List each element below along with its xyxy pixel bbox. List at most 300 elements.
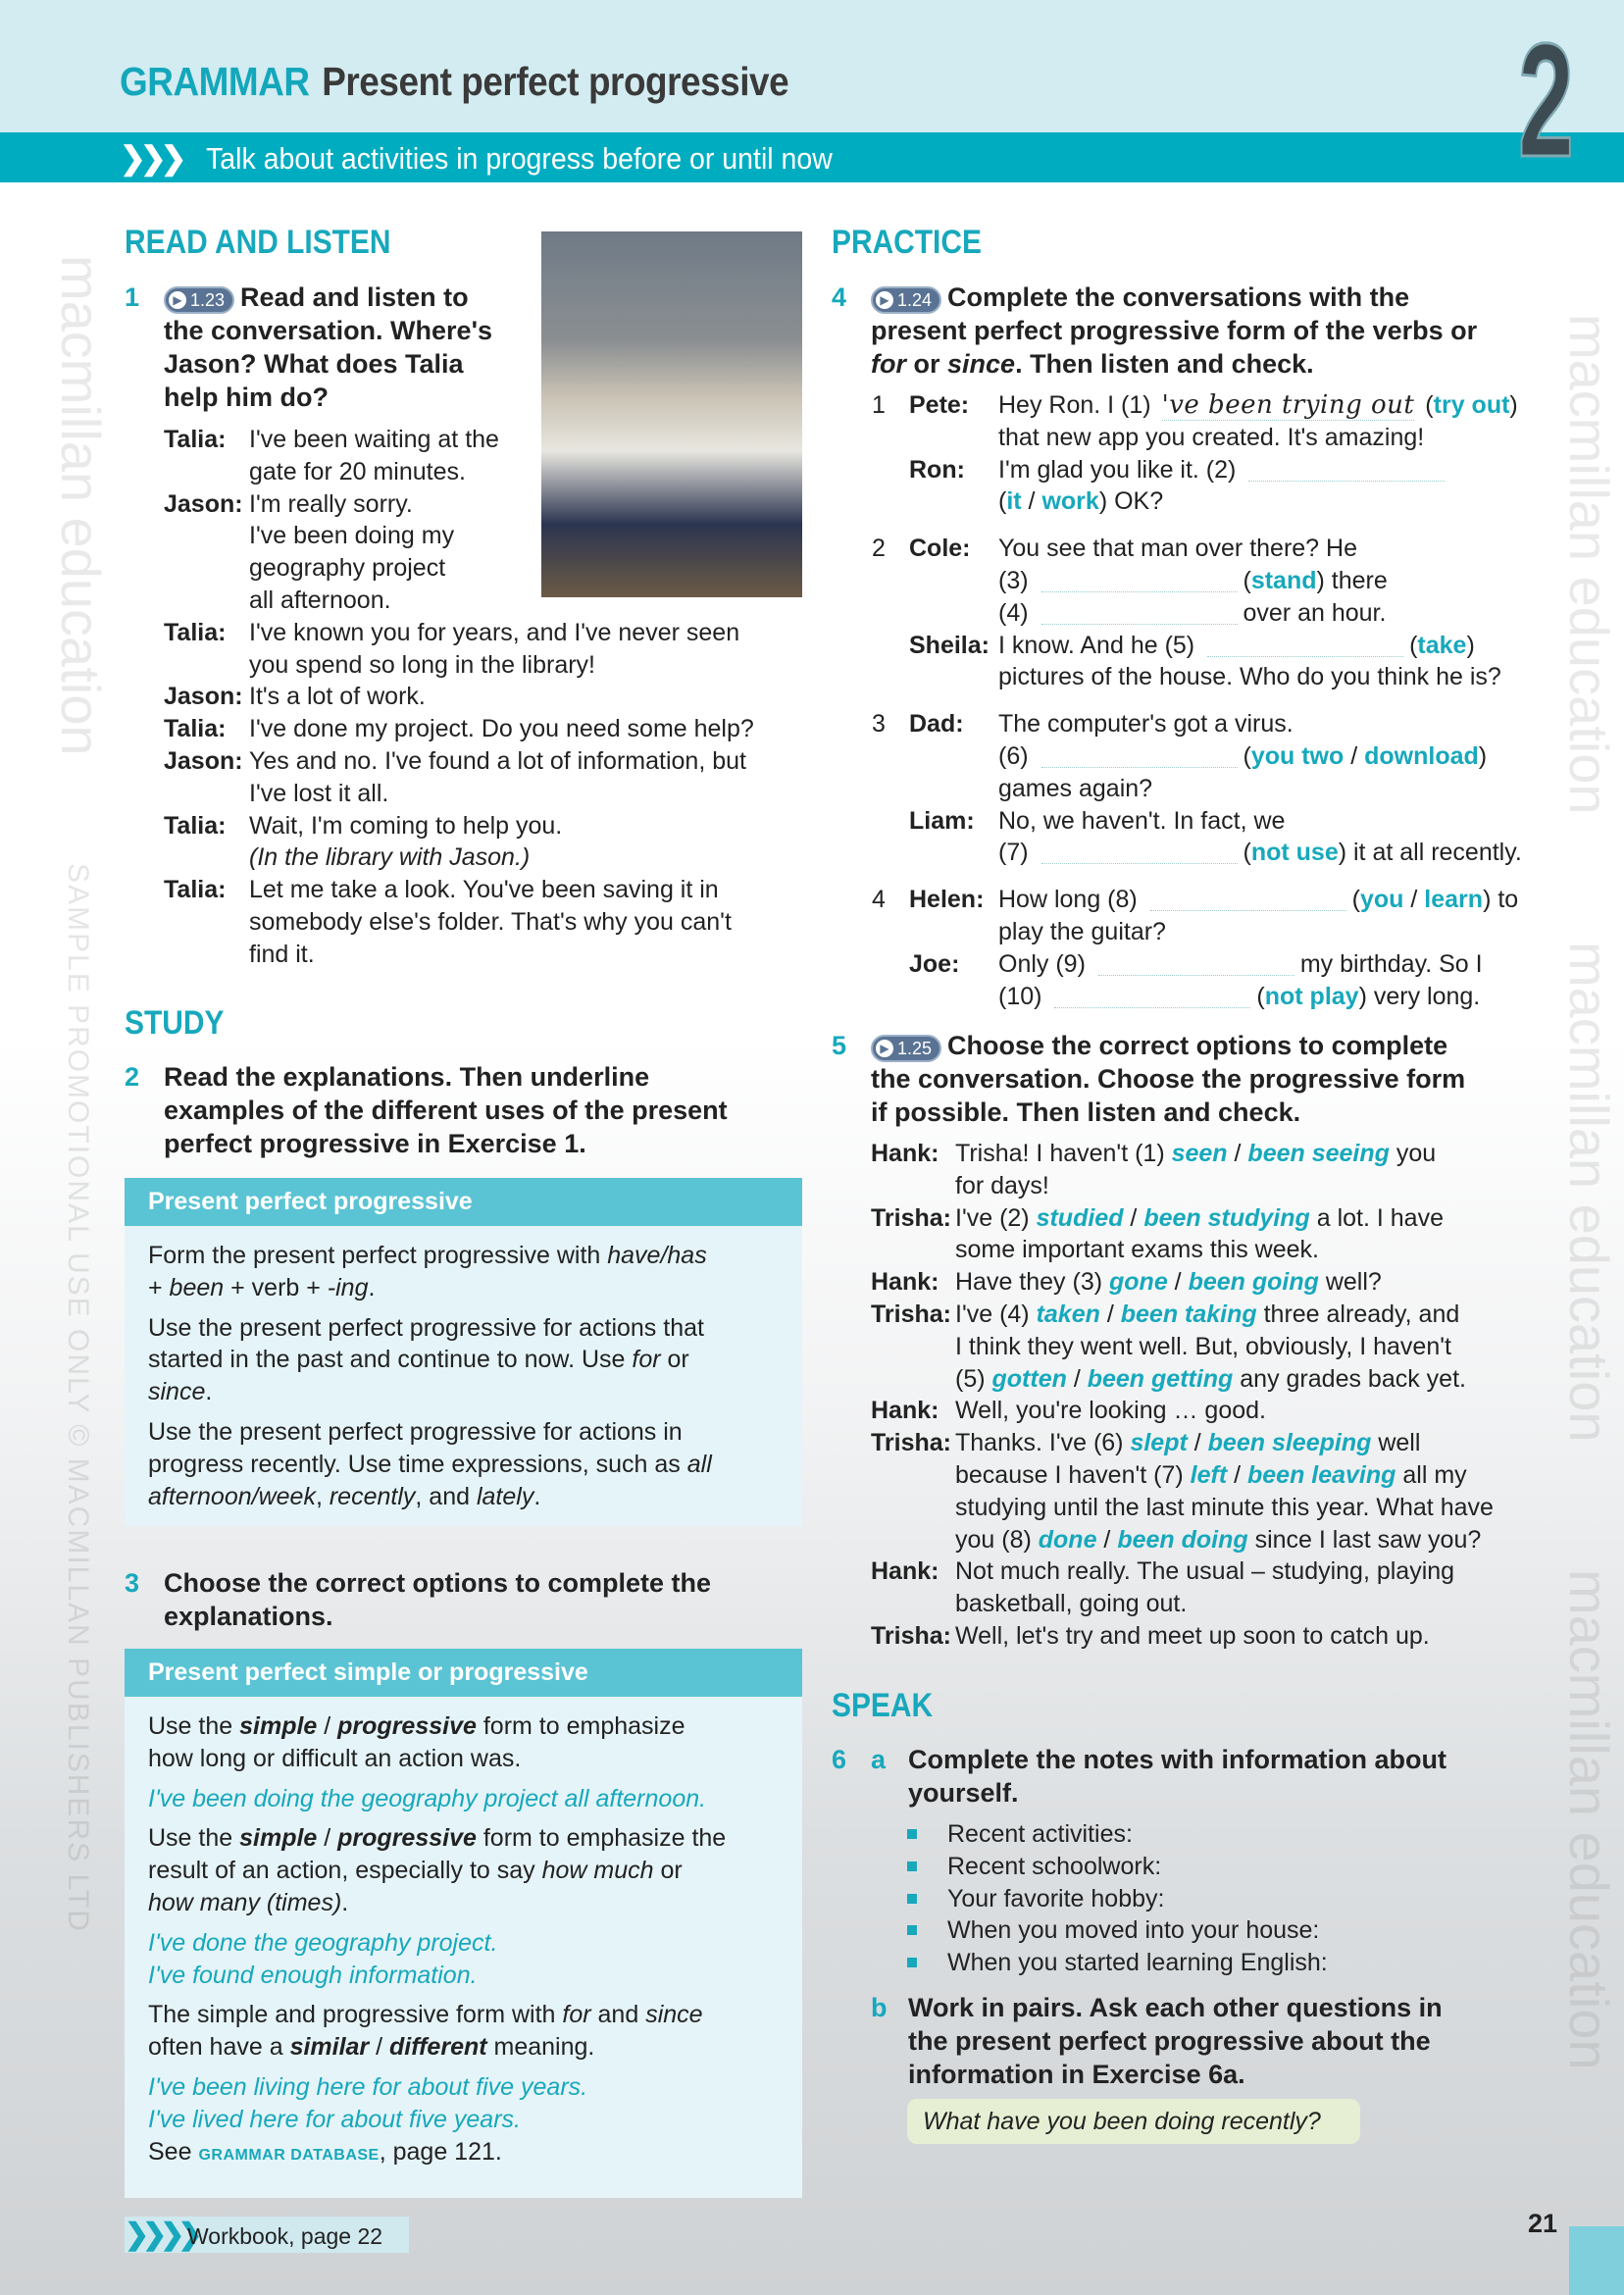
text: I've found enough information.	[148, 1961, 478, 1989]
text: a lot. I have	[1309, 1203, 1444, 1232]
text: present perfect progressive form of the verbs or	[871, 316, 1478, 345]
text-line	[249, 842, 562, 874]
text: play the guitar?	[998, 917, 1166, 945]
text-line	[871, 314, 1538, 347]
exercise-5-instruction	[832, 1029, 1538, 1129]
speaker-name: Talia:	[164, 811, 227, 840]
text-line	[148, 1927, 779, 1960]
text: for	[632, 1346, 661, 1374]
answer-option[interactable]: taken	[1036, 1300, 1100, 1328]
text: The computer's got a virus.	[998, 710, 1294, 739]
exercise-number: 5	[832, 1031, 847, 1060]
text: Let me take a look. You've been saving it in	[249, 876, 719, 904]
dialogue-turn	[164, 617, 827, 682]
text-line	[998, 981, 1483, 1013]
text: ) OK?	[1098, 487, 1164, 516]
text: Have they (3)	[955, 1268, 1110, 1297]
text-line	[148, 2136, 779, 2172]
text: (10)	[998, 982, 1049, 1010]
text: ) very long.	[1358, 982, 1481, 1010]
exercise-number: 1	[125, 282, 140, 312]
text-line	[955, 1395, 1266, 1427]
text-line	[998, 805, 1522, 838]
answer-blank[interactable]	[1150, 887, 1346, 911]
text: I've been waiting at the	[249, 426, 499, 453]
text: I've done my project. Do you need some help?	[249, 715, 754, 743]
text-line	[148, 2031, 779, 2064]
text: any grades back yet.	[1233, 1364, 1466, 1393]
bullet-icon	[907, 1925, 917, 1935]
text: afternoon/week	[148, 1482, 316, 1510]
text: Hey Ron. I (1)	[998, 391, 1158, 419]
text: I've been living here for about five years.	[148, 2072, 588, 2101]
text-line	[998, 661, 1501, 693]
text: you spend so long in the library!	[249, 650, 595, 679]
bullet-icon	[907, 1894, 917, 1904]
text: or	[660, 1346, 689, 1374]
text: simple	[239, 1712, 318, 1740]
dialogue-turn	[909, 708, 1522, 804]
answer-option[interactable]: been sleeping	[1207, 1429, 1372, 1457]
speaker-name: Trisha:	[871, 1429, 951, 1457]
text-line	[148, 1344, 779, 1376]
answer-blank[interactable]	[1041, 568, 1238, 592]
text: /	[1066, 1364, 1088, 1393]
text-line	[148, 1855, 779, 1887]
answer-option[interactable]: been studying	[1143, 1203, 1310, 1232]
text-line	[871, 280, 1538, 314]
explanation-paragraph	[148, 1240, 779, 1304]
note-label: Recent activities:	[947, 1820, 1133, 1848]
text: the conversation. Choose the progressive form	[871, 1064, 1466, 1094]
verb-prompt: take	[1417, 631, 1467, 659]
answer-option[interactable]: gotten	[991, 1364, 1067, 1393]
text: I've (2)	[955, 1203, 1037, 1232]
section-label: GRAMMAR	[120, 59, 310, 104]
dialogue-turn	[909, 630, 1501, 694]
answer-option[interactable]: studied	[1036, 1203, 1124, 1232]
text: You see that man over there? He	[998, 535, 1357, 563]
text: find it.	[249, 940, 315, 968]
text-line	[955, 1234, 1444, 1266]
text: Work in pairs. Ask each other questions in	[908, 1993, 1443, 2022]
dialogue-turn	[871, 1620, 1557, 1653]
answer-option[interactable]: been taking	[1120, 1300, 1257, 1328]
text-line	[148, 2104, 779, 2136]
text: all	[686, 1450, 712, 1478]
box-header: Present perfect simple or progressive	[125, 1649, 802, 1697]
explanation-paragraph	[148, 2071, 779, 2171]
text-line	[249, 424, 499, 456]
item-number: 1	[872, 391, 886, 419]
text: for	[871, 349, 906, 379]
text: (5)	[955, 1364, 992, 1393]
text: if possible. Then listen and check.	[871, 1097, 1301, 1127]
note-item	[907, 1851, 1515, 1883]
text: meaning.	[486, 2033, 595, 2062]
text: +	[148, 1273, 170, 1301]
text: Not much really. The usual – studying, playing	[955, 1557, 1455, 1586]
answer-option[interactable]: been seeing	[1247, 1140, 1390, 1167]
page-number: 21	[1528, 2209, 1558, 2238]
text: How long (8)	[998, 886, 1144, 914]
text: games again?	[998, 774, 1153, 802]
watermark-brand: macmillan education	[1558, 1569, 1620, 2070]
speaker-name: Dad:	[909, 710, 964, 739]
exercise-1-dialogue	[164, 424, 827, 971]
text-line	[249, 778, 746, 810]
exercise-6a-instruction	[832, 1743, 1538, 1810]
text: (	[998, 487, 1007, 516]
answer-blank[interactable]	[1207, 633, 1403, 657]
play-icon: ▶	[169, 291, 186, 309]
audio-track-number: 1.24	[897, 290, 933, 310]
note-label: When you moved into your house:	[947, 1916, 1320, 1945]
text-line	[164, 1060, 811, 1094]
text: /	[1096, 1525, 1118, 1554]
text-line	[998, 565, 1388, 597]
note-label: Recent schoolwork:	[947, 1852, 1162, 1880]
text-line	[148, 1416, 779, 1449]
answer-blank[interactable]	[1041, 743, 1238, 768]
text: (	[1351, 886, 1360, 914]
text-line	[998, 454, 1450, 486]
explanation-paragraph	[148, 1710, 779, 1775]
text: /	[1187, 1429, 1208, 1457]
text-line	[955, 1363, 1466, 1396]
dialogue-turn	[164, 810, 827, 875]
audio-track-number: 1.25	[897, 1039, 933, 1058]
text: since	[148, 1378, 206, 1406]
text-line	[148, 1710, 779, 1743]
dialogue-turn	[909, 389, 1518, 454]
text: Thanks. I've (6)	[955, 1429, 1131, 1457]
text-line	[908, 1743, 1538, 1776]
text: (3)	[998, 566, 1036, 594]
text: Yes and no. I've found a lot of information, but	[249, 746, 746, 775]
note-item	[907, 1914, 1515, 1947]
grammar-box-present-perfect-progressive	[125, 1178, 802, 1526]
text-line	[164, 1127, 811, 1160]
answer-option[interactable]: been leaving	[1246, 1460, 1396, 1489]
note-item	[907, 1883, 1515, 1915]
note-item	[907, 1947, 1515, 1979]
section-speak: SPEAK	[832, 1687, 934, 1724]
chevrons-icon: ❯❯❯	[120, 140, 181, 176]
text: GRAMMAR DATABASE	[198, 2146, 380, 2164]
speaker-name: Jason:	[164, 746, 243, 775]
text: similar	[289, 2033, 370, 2062]
dialogue-turn	[871, 1299, 1557, 1395]
text: examples of the different uses of the present	[164, 1096, 728, 1125]
dialogue-turn	[164, 681, 827, 713]
answer-option[interactable]: been getting	[1087, 1364, 1234, 1393]
speaker-name: Sheila:	[909, 631, 990, 659]
text: often have a	[148, 2033, 290, 2062]
text: the present perfect progressive about the	[908, 2026, 1431, 2056]
exercise-item	[872, 389, 1558, 518]
speaker-name: Jason:	[164, 489, 243, 518]
text-line	[998, 916, 1518, 948]
dialogue-turn	[909, 805, 1522, 870]
explanation-paragraph	[148, 1312, 779, 1408]
text: my birthday. So I	[1299, 949, 1483, 978]
text-line	[249, 520, 454, 552]
text: you	[1389, 1140, 1437, 1167]
text: three already, and	[1256, 1300, 1460, 1328]
answer-blank[interactable]	[1248, 457, 1445, 482]
text: been	[169, 1273, 225, 1301]
play-icon: ▶	[876, 291, 893, 309]
note-label: Your favorite hobby:	[947, 1884, 1165, 1912]
text: different	[389, 2033, 487, 2062]
text-line	[249, 810, 562, 842]
text-line	[148, 1376, 779, 1408]
text: (4)	[998, 598, 1036, 627]
text: )	[1478, 741, 1488, 770]
text: ) to	[1483, 886, 1519, 914]
text: lately	[476, 1482, 534, 1510]
unit-number: 2	[1518, 10, 1574, 190]
text: some important exams this week.	[955, 1236, 1319, 1264]
answer-option[interactable]: been going	[1188, 1268, 1319, 1297]
text-line	[955, 1588, 1454, 1620]
answer-option[interactable]: done	[1038, 1525, 1097, 1554]
text: or	[653, 1857, 683, 1885]
text-line	[249, 585, 454, 617]
audio-track-button[interactable]	[871, 1035, 941, 1062]
text: Well, you're looking … good.	[955, 1397, 1266, 1425]
text-line	[164, 280, 536, 314]
speaker-name: Jason:	[164, 683, 243, 711]
note-item	[907, 1818, 1515, 1851]
speaker-name: Cole:	[909, 535, 971, 563]
text: Use the	[148, 1824, 240, 1853]
text: all my	[1396, 1460, 1467, 1489]
answer-option[interactable]: left	[1190, 1460, 1228, 1489]
workbook-label: Workbook, page 22	[187, 2223, 383, 2249]
chevrons-icon: ❯❯❯❯	[125, 2218, 196, 2251]
text-line	[955, 1202, 1444, 1235]
text: progress recently. Use time expressions, such as	[148, 1450, 687, 1478]
answer-option[interactable]: gone	[1109, 1268, 1168, 1297]
text-line	[998, 773, 1487, 805]
text: /	[317, 1824, 338, 1853]
dialogue-turn	[909, 948, 1518, 1013]
exercise-letter: a	[871, 1745, 887, 1774]
text: Use the	[148, 1712, 240, 1740]
text: See	[148, 2137, 199, 2166]
text-line	[249, 488, 454, 521]
text-line	[998, 740, 1487, 773]
text: for	[562, 2001, 591, 2029]
dialogue-turn	[164, 488, 536, 617]
text-line	[148, 1822, 779, 1855]
explanation-paragraph	[148, 1822, 779, 1918]
text-line	[955, 1331, 1466, 1363]
text: form to emphasize the	[476, 1824, 727, 1853]
text: over an hour.	[1243, 598, 1387, 627]
explanation-paragraph	[148, 1927, 779, 1992]
answer-blank[interactable]	[1041, 600, 1238, 625]
text-line	[148, 1272, 779, 1304]
text: I'm really sorry.	[249, 489, 413, 518]
text: (	[1243, 566, 1251, 594]
section-study: STUDY	[125, 1004, 225, 1042]
speaker-name: Pete:	[909, 391, 970, 419]
text-line	[998, 837, 1522, 869]
dialogue-turn	[164, 745, 827, 810]
text: Jason? What does Talia	[164, 349, 464, 379]
note-label: When you started learning English:	[947, 1949, 1328, 1977]
text-line	[164, 1094, 811, 1127]
text: simple	[239, 1824, 318, 1853]
answer-option[interactable]: slept	[1130, 1429, 1188, 1457]
text-line	[249, 713, 754, 745]
text-line	[249, 939, 732, 971]
text: and	[590, 2001, 646, 2029]
audio-track-button[interactable]	[871, 286, 941, 314]
speaker-name: Ron:	[909, 455, 965, 484]
text: /	[1099, 1300, 1121, 1328]
objective-bar	[0, 132, 1624, 182]
speaker-name: Hank:	[871, 1557, 939, 1586]
text: The simple and progressive form with	[148, 2001, 563, 2029]
speaker-name: Talia:	[164, 876, 227, 904]
text-line	[955, 1459, 1494, 1492]
text: /	[1167, 1268, 1189, 1297]
example-speech-bubble: What have you been doing recently?	[907, 2099, 1360, 2144]
exercise-letter: b	[871, 1993, 888, 2022]
text-line	[148, 1449, 779, 1481]
text-line	[998, 485, 1450, 518]
text: Use the present perfect progressive for actions that	[148, 1313, 704, 1342]
dialogue-turn	[164, 874, 827, 970]
text: /	[1227, 1140, 1248, 1167]
speaker-name: Liam:	[909, 806, 975, 835]
play-icon: ▶	[876, 1040, 893, 1057]
text-line	[249, 745, 746, 778]
text-line	[998, 533, 1388, 565]
text: .	[341, 1888, 349, 1916]
audio-track-button[interactable]	[164, 286, 234, 314]
notes-list	[907, 1818, 1515, 1979]
text: Choose the correct options to complete the	[164, 1568, 712, 1598]
text-line	[955, 1170, 1436, 1202]
text: somebody else's folder. That's why you can't	[249, 907, 732, 936]
answer-blank[interactable]	[1054, 984, 1250, 1008]
answer-option[interactable]: seen	[1171, 1140, 1228, 1167]
text-line	[871, 1029, 1538, 1062]
section-practice: PRACTICE	[832, 224, 982, 261]
text: perfect progressive in Exercise 1.	[164, 1129, 586, 1158]
text: gate for 20 minutes.	[249, 457, 466, 485]
text: that new app you created. It's amazing!	[998, 423, 1425, 451]
text-line	[249, 456, 499, 488]
text: /	[1021, 487, 1042, 516]
text: the conversation. Where's	[164, 316, 493, 345]
verb-prompt: you	[1360, 886, 1404, 914]
exercise-2-instruction	[125, 1060, 811, 1160]
answer-blank[interactable]	[1041, 840, 1238, 864]
text: I've been doing the geography project all afternoon.	[148, 1784, 707, 1812]
verb-prompt: learn	[1424, 886, 1484, 914]
bullet-icon	[907, 1862, 917, 1871]
text-line	[955, 1138, 1436, 1170]
text: /	[317, 1712, 338, 1740]
dialogue-turn	[909, 533, 1501, 629]
text-line	[871, 1096, 1538, 1129]
text-line	[249, 874, 732, 906]
speaker-name: Trisha:	[871, 1621, 951, 1650]
exercise-item	[872, 884, 1558, 1012]
verb-prompt: stand	[1250, 566, 1317, 594]
text: well?	[1318, 1268, 1382, 1297]
text-line	[998, 389, 1518, 422]
exercise-4-items	[872, 389, 1558, 1012]
answer-blank[interactable]	[1098, 951, 1294, 976]
verb-prompt: download	[1364, 741, 1479, 770]
text-line	[908, 1776, 1538, 1810]
text-line	[908, 1991, 1538, 2024]
text-line	[148, 1960, 779, 1992]
text: since I last saw you?	[1247, 1525, 1482, 1554]
text-line	[871, 1062, 1538, 1096]
text-line	[955, 1620, 1430, 1653]
dialogue-turn	[871, 1266, 1557, 1299]
text-line	[249, 649, 739, 682]
text: .	[205, 1378, 213, 1406]
text-line	[955, 1556, 1454, 1588]
workbook-reference[interactable]	[125, 2217, 409, 2253]
speaker-name: Talia:	[164, 715, 227, 743]
text: yourself.	[908, 1778, 1019, 1808]
text: (7)	[998, 839, 1036, 867]
dialogue-turn	[871, 1202, 1557, 1267]
text-line	[148, 1312, 779, 1345]
item-number: 4	[872, 886, 886, 914]
exercise-item	[872, 533, 1558, 693]
text-line	[249, 552, 454, 585]
text-line	[908, 2024, 1538, 2058]
text: pictures of the house. Who do you think he is?	[998, 663, 1501, 691]
text: I think they went well. But, obviously, I haven't	[955, 1332, 1451, 1360]
speaker-name: Helen:	[909, 886, 985, 914]
text-line	[998, 884, 1518, 916]
text-line	[998, 948, 1483, 981]
handwritten-answer: 've been trying out	[1161, 390, 1415, 420]
exercise-number: 3	[125, 1568, 140, 1598]
text: , and	[415, 1482, 477, 1510]
text: how long or difficult an action was.	[148, 1744, 522, 1772]
text: how many (times)	[148, 1888, 342, 1916]
text: Read and listen to	[240, 282, 469, 312]
text-line	[998, 630, 1501, 662]
text: Well, let's try and meet up soon to catch up.	[955, 1621, 1430, 1650]
exercise-5-dialogue	[871, 1138, 1557, 1653]
page-edge-tab	[1569, 2226, 1624, 2295]
speaker-name: Trisha:	[871, 1300, 951, 1328]
answer-option[interactable]: been doing	[1117, 1525, 1248, 1554]
text-line	[148, 1999, 779, 2031]
text: /	[1227, 1460, 1247, 1489]
text: /	[1123, 1203, 1144, 1232]
text: /	[1403, 886, 1425, 914]
bullet-icon	[907, 1829, 917, 1839]
text: (	[1409, 631, 1418, 659]
exercise-item	[872, 708, 1558, 869]
text: explanations.	[164, 1602, 333, 1631]
